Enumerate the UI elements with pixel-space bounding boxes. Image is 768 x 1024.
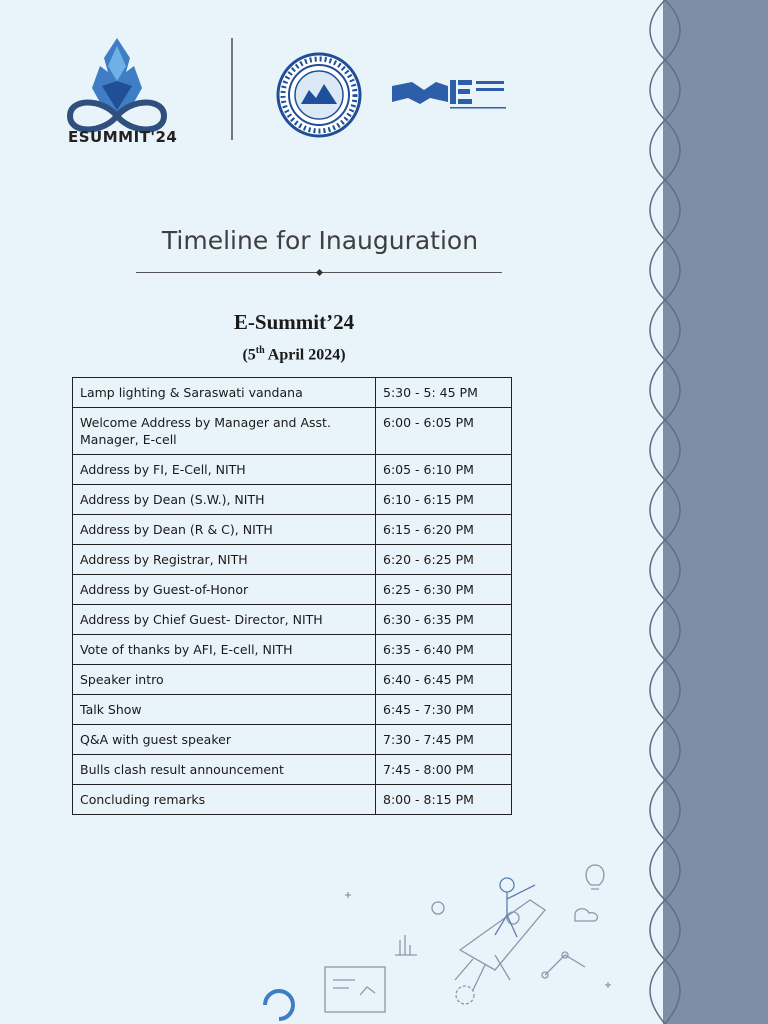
schedule-time: 6:05 - 6:10 PM (376, 455, 512, 485)
schedule-item: Lamp lighting & Saraswati vandana (73, 378, 376, 408)
logo-divider (231, 38, 233, 140)
cloud-icon (575, 909, 597, 921)
table-row (73, 485, 512, 515)
schedule-time: 7:45 - 8:00 PM (376, 755, 512, 785)
schedule-time: 6:10 - 6:15 PM (376, 485, 512, 515)
schedule-time: 6:45 - 7:30 PM (376, 695, 512, 725)
schedule-time: 6:00 - 6:05 PM (376, 408, 512, 455)
table-row (73, 665, 512, 695)
table-row (73, 725, 512, 755)
table-row (73, 605, 512, 635)
schedule-item: Vote of thanks by AFI, E-cell, NITH (73, 635, 376, 665)
esummit-logo-text: ESUMMIT'24 (68, 128, 178, 146)
nith-logo (276, 52, 362, 138)
side-wave-decoration (640, 0, 690, 1024)
schedule-item: Address by Dean (R & C), NITH (73, 515, 376, 545)
schedule-item: Welcome Address by Manager and Asst. Manager, E-cell (73, 408, 376, 455)
schedule-time: 5:30 - 5: 45 PM (376, 378, 512, 408)
event-name: E-Summit’24 (233, 310, 355, 334)
event-date-sup: th (255, 345, 265, 356)
schedule-item: Address by Guest-of-Honor (73, 575, 376, 605)
title-rule-ornament (316, 269, 323, 276)
table-row (73, 378, 512, 408)
event-date-prefix: (5 (242, 346, 256, 364)
schedule-item: Address by Dean (S.W.), NITH (73, 485, 376, 515)
table-row (73, 408, 512, 455)
schedule-time: 6:25 - 6:30 PM (376, 575, 512, 605)
table-row (73, 635, 512, 665)
schedule-time: 6:15 - 6:20 PM (376, 515, 512, 545)
schedule-time: 8:00 - 8:15 PM (376, 785, 512, 815)
schedule-item: Speaker intro (73, 665, 376, 695)
table-row (73, 695, 512, 725)
chart-panel-icon (325, 967, 385, 1012)
schedule-item: Q&A with guest speaker (73, 725, 376, 755)
bar-chart-icon (395, 935, 417, 955)
schedule-item: Concluding remarks (73, 785, 376, 815)
schedule-item: Address by FI, E-Cell, NITH (73, 455, 376, 485)
schedule-item: Address by Registrar, NITH (73, 545, 376, 575)
rocket-startup-illustration (245, 855, 640, 1024)
table-row (73, 515, 512, 545)
table-row (73, 575, 512, 605)
schedule-table (72, 377, 512, 815)
table-row (73, 455, 512, 485)
schedule-time: 6:40 - 6:45 PM (376, 665, 512, 695)
event-date (0, 345, 588, 364)
schedule-item: Talk Show (73, 695, 376, 725)
table-row (73, 545, 512, 575)
ecell-nith-logo (390, 72, 510, 112)
table-row (73, 785, 512, 815)
schedule-item: Address by Chief Guest- Director, NITH (73, 605, 376, 635)
schedule-time: 6:20 - 6:25 PM (376, 545, 512, 575)
event-date-suffix: April 2024) (264, 346, 346, 364)
schedule-time: 6:30 - 6:35 PM (376, 605, 512, 635)
schedule-time: 6:35 - 6:40 PM (376, 635, 512, 665)
table-row (73, 755, 512, 785)
gear-icon (432, 902, 444, 914)
schedule-item: Bulls clash result announcement (73, 755, 376, 785)
lightbulb-icon (586, 865, 604, 889)
schedule-time: 7:30 - 7:45 PM (376, 725, 512, 755)
page-title: Timeline for Inauguration (161, 226, 479, 255)
person-icon (500, 878, 514, 892)
